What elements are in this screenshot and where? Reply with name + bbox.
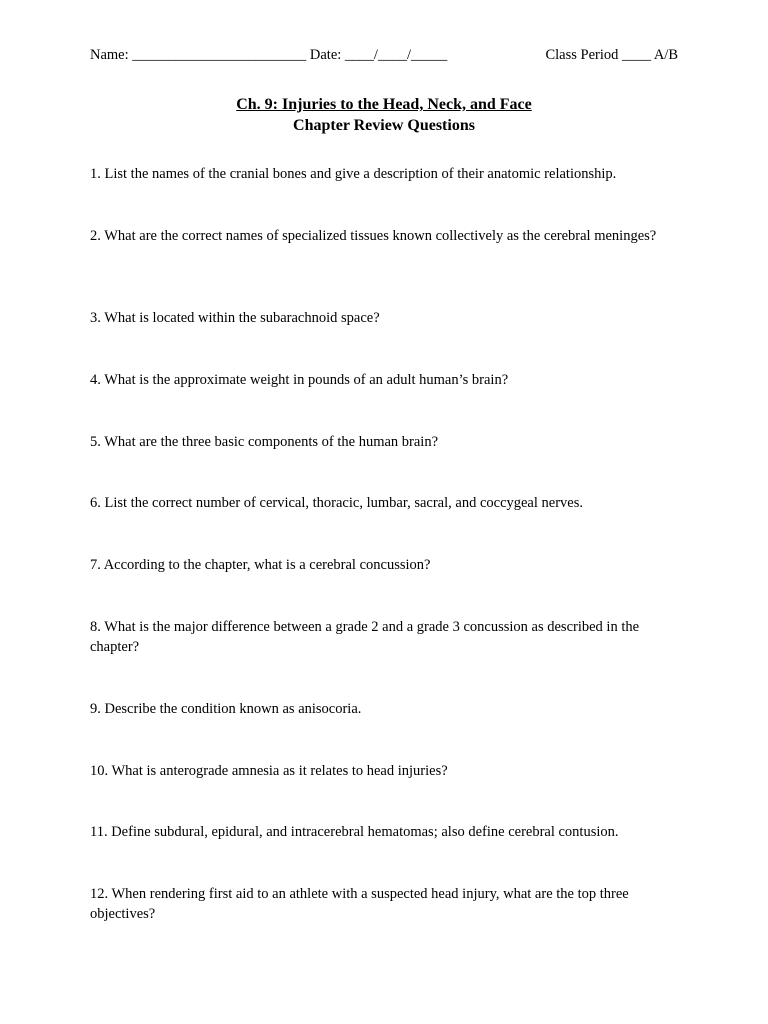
question-7: 7. According to the chapter, what is a cerebral concussion?	[90, 557, 431, 573]
question-10: 10. What is anterograde amnesia as it relates to head injuries?	[90, 763, 448, 779]
question-8: 8. What is the major difference between a grade 2 and a grade 3 concussion as described in the chapter?	[90, 619, 640, 655]
name-date-line: Name: ________________________ Date: ____/____/_____	[90, 47, 448, 63]
question-9: 9. Describe the condition known as anisocoria.	[90, 701, 362, 717]
chapter-title: Ch. 9: Injuries to the Head, Neck, and Face	[236, 96, 532, 113]
question-3: 3. What is located within the subarachnoid space?	[90, 310, 380, 326]
student-info-header	[90, 45, 678, 65]
question-5: 5. What are the three basic components of the human brain?	[90, 434, 439, 450]
chapter-subtitle: Chapter Review Questions	[293, 117, 475, 134]
question-11: 11. Define subdural, epidural, and intracerebral hematomas; also define cerebral contusion.	[90, 824, 619, 840]
class-period-line: Class Period ____ A/B	[545, 47, 678, 63]
question-6: 6. List the correct number of cervical, thoracic, lumbar, sacral, and coccygeal nerves.	[90, 495, 583, 511]
question-12: 12. When rendering first aid to an athlete with a suspected head injury, what are the top three objectives?	[90, 886, 629, 922]
question-2: 2. What are the correct names of specialized tissues known collectively as the cerebral meninges?	[90, 228, 657, 244]
question-1: 1. List the names of the cranial bones and give a description of their anatomic relationship.	[90, 166, 617, 182]
question-4: 4. What is the approximate weight in pounds of an adult human’s brain?	[90, 372, 509, 388]
worksheet-title	[0, 94, 768, 136]
